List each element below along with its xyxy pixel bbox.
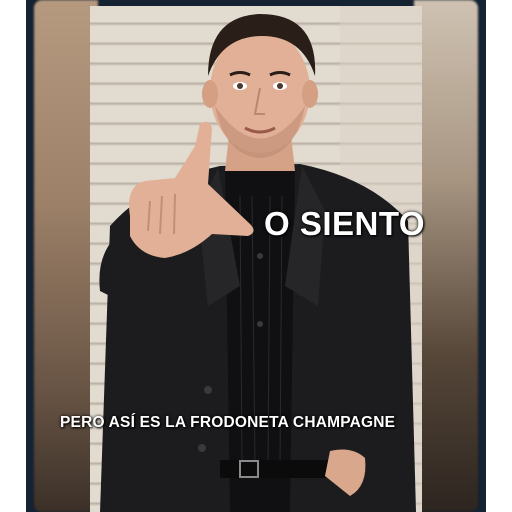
belt (220, 460, 330, 478)
meme-top-caption: O SIENTO (264, 205, 426, 242)
meme-image[interactable] (90, 6, 422, 512)
blurred-background-right (414, 0, 478, 512)
media-post-card[interactable] (26, 0, 486, 512)
man-in-suit-illustration (90, 6, 422, 512)
meme-bottom-caption: PERO ASÍ ES LA FRODONETA CHAMPAGNE (60, 414, 396, 431)
right-ear (302, 80, 318, 108)
left-ear (202, 80, 218, 108)
blurred-background-left (34, 0, 98, 512)
